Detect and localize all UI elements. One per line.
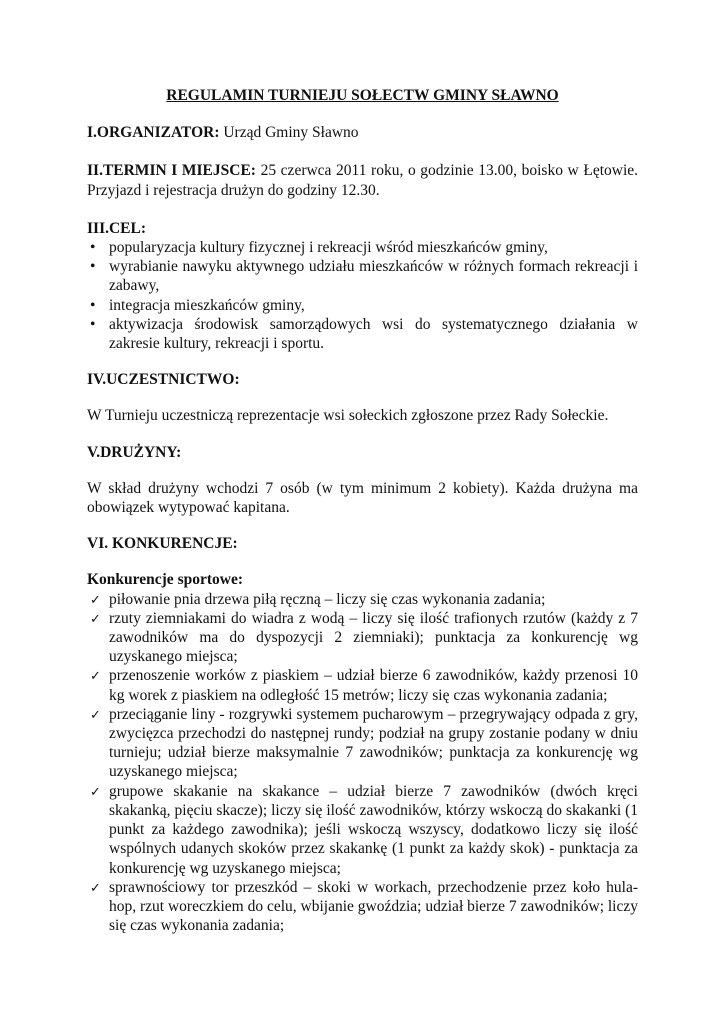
cel-list bbox=[87, 238, 638, 353]
bullet-icon bbox=[90, 315, 104, 334]
list-item: ✓ grupowe skakanie na skakance – udział bierze 7 zawodników (dwóch kręci skakanką, pięciu skacze); liczy się ilość zawodników, którzy wskoczą do skakanki (1 punkt za każdego zawodnika); jeśli wskoczą wszyscy, dodatkowo liczy się ilość wspólnych udanych skoków przez skakankę (1 punkt za każdy skok) - punktacja za konkurencję wg uzyskanego miejsca; bbox=[87, 782, 638, 878]
termin-label: II.TERMIN I MIEJSCE: bbox=[87, 162, 256, 180]
document-title: REGULAMIN TURNIEJU SOŁECTW GMINY SŁAWNO bbox=[166, 87, 559, 104]
checkmark-icon bbox=[90, 878, 104, 898]
checkmark-icon bbox=[90, 609, 104, 629]
checkmark-icon bbox=[90, 590, 104, 610]
bullet-icon bbox=[90, 296, 104, 315]
konkurencje-list bbox=[87, 590, 638, 936]
uczestnictwo-heading: IV.UCZESTNICTWO: bbox=[87, 371, 240, 389]
list-item: ✓ przeciąganie liny - rozgrywki systemem pucharowym – przegrywający odpada z gry, zwycięzca przechodzi do następnej rundy; podział na grupy zostanie podany w dniu turnieju; udział bierze maksymalnie 7 zawodników; punktacja za konkurencję wg uzyskanego miejsca; bbox=[87, 705, 638, 782]
list-item: • popularyzacja kultury fizycznej i rekreacji wśród mieszkańców gminy, bbox=[87, 238, 638, 257]
section-organizator bbox=[87, 123, 638, 142]
list-item: • aktywizacja środowisk samorządowych wsi do systematycznego działania w zakresie kultury, rekreacji i sportu. bbox=[87, 315, 638, 353]
section-termin bbox=[87, 161, 638, 199]
checkmark-icon bbox=[90, 705, 104, 725]
uczestnictwo-text: W Turnieju uczestniczą reprezentacje wsi sołeckich zgłoszone przez Rady Sołeckie. bbox=[87, 407, 609, 425]
checkmark-icon bbox=[90, 666, 104, 686]
organizator-label: I.ORGANIZATOR: bbox=[87, 124, 220, 142]
druzyny-text: W skład drużyny wchodzi 7 osób (w tym minimum 2 kobiety). Każda drużyna ma obowiązek wytypować kapitana. bbox=[87, 479, 638, 517]
checkmark-icon bbox=[90, 782, 104, 802]
list-item: ✓ piłowanie pnia drzewa piłą ręczną – liczy się czas wykonania zadania; bbox=[87, 590, 638, 609]
bullet-icon bbox=[90, 257, 104, 276]
list-item: ✓ rzuty ziemniakami do wiadra z wodą – liczy się ilość trafionych rzutów (każdy z 7 zawodników ma do dyspozycji 2 ziemniaki); punktacja za konkurencję wg uzyskanego miejsca; bbox=[87, 609, 638, 667]
druzyny-heading: V.DRUŻYNY: bbox=[87, 443, 182, 461]
konkurencje-heading: VI. KONKURENCJE: bbox=[87, 535, 238, 553]
list-item: ✓ przenoszenie worków z piaskiem – udział bierze 6 zawodników, każdy przenosi 10 kg worek z piaskiem na odległość 15 metrów; liczy się czas wykonania zadania; bbox=[87, 666, 638, 704]
document-content bbox=[87, 86, 638, 935]
cel-heading: III.CEL: bbox=[87, 219, 147, 237]
organizator-text: Urząd Gminy Sławno bbox=[223, 124, 359, 142]
list-item: ✓ sprawnościowy tor przeszkód – skoki w workach, przechodzenie przez koło hula-hop, rzut woreczkiem do celu, wbijanie gwoździa; udział bierze 7 zawodników; liczy się czas wykonania zadania; bbox=[87, 878, 638, 936]
list-item: • integracja mieszkańców gminy, bbox=[87, 296, 638, 315]
bullet-icon bbox=[90, 238, 104, 257]
list-item: • wyrabianie nawyku aktywnego udziału mieszkańców w różnych formach rekreacji i zabawy, bbox=[87, 257, 638, 295]
termin-text: 25 czerwca 2011 roku, o godzinie 13.00, boisko w Łętowie. Przyjazd i rejestracja drużyn do godziny 12.30. bbox=[87, 162, 639, 199]
konkurencje-sportowe-heading: Konkurencje sportowe: bbox=[87, 571, 243, 589]
